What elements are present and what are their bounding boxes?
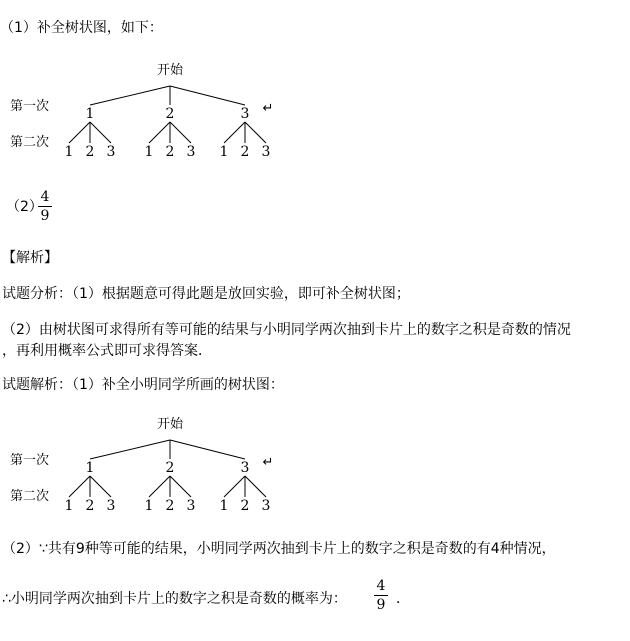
second-draw-3-2: 2	[240, 144, 250, 160]
branch-root-to-3	[170, 440, 245, 459]
second-draw-2-1: 1	[144, 144, 154, 160]
solution-fraction	[374, 578, 388, 613]
fraction-denominator: 9	[40, 208, 50, 224]
second-draw-2-1: 1	[144, 498, 154, 514]
branch-1-to-3	[90, 476, 111, 497]
solution-line-3-end: ．	[396, 591, 410, 607]
branch-3-to-1	[224, 476, 245, 497]
tree-diagram-1	[0, 60, 300, 165]
branch-2-to-1	[149, 476, 170, 497]
second-draw-1-1: 1	[64, 144, 74, 160]
analysis-line-1: 试题分析：（1）根据题意可得此题是放回实验，即可补全树状图；	[2, 286, 410, 302]
second-draw-1-3: 3	[106, 498, 116, 514]
first-draw-3: 3	[240, 106, 250, 122]
first-draw-1: 1	[85, 460, 95, 476]
second-draw-1-2: 2	[85, 144, 95, 160]
level-1-label: 第一次	[10, 453, 50, 468]
first-draw-1: 1	[85, 106, 95, 122]
second-draw-3-1: 1	[219, 144, 229, 160]
branch-1-to-1	[69, 476, 90, 497]
fraction-numerator: 4	[376, 578, 386, 594]
branch-3-to-3	[245, 122, 266, 143]
tree-diagram-2	[0, 414, 300, 519]
second-draw-3-3: 3	[261, 144, 271, 160]
return-mark-icon: ↵	[262, 101, 274, 116]
fraction-numerator: 4	[40, 189, 50, 205]
second-draw-2-2: 2	[165, 498, 175, 514]
level-2-label: 第二次	[10, 135, 50, 150]
solution-line-2: （2）∵共有9种等可能的结果，小明同学两次抽到卡片上的数字之积是奇数的有4种情况，	[2, 541, 556, 557]
level-1-label: 第一次	[10, 99, 50, 114]
return-mark-icon: ↵	[262, 455, 274, 470]
second-draw-3-2: 2	[240, 498, 250, 514]
branch-root-to-1	[90, 440, 170, 459]
branch-1-to-3	[90, 122, 111, 143]
first-draw-2: 2	[165, 460, 175, 476]
second-draw-1-3: 3	[106, 144, 116, 160]
tree-root-label: 开始	[156, 417, 184, 432]
second-draw-2-2: 2	[165, 144, 175, 160]
analysis-line-2: （2）由树状图可求得所有等可能的结果与小明同学两次抽到卡片上的数字之积是奇数的情况	[2, 322, 571, 338]
tree-root-label: 开始	[156, 63, 184, 78]
branch-3-to-1	[224, 122, 245, 143]
fraction-denominator: 9	[376, 597, 386, 613]
second-draw-3-3: 3	[261, 498, 271, 514]
solution-line-1: 试题解析：（1）补全小明同学所画的树状图：	[2, 377, 284, 393]
second-draw-1-2: 2	[85, 498, 95, 514]
second-draw-1-1: 1	[64, 498, 74, 514]
solution-line-3: ∴小明同学两次抽到卡片上的数字之积是奇数的概率为：	[2, 591, 347, 607]
branch-2-to-1	[149, 122, 170, 143]
part2-prefix: （2）	[6, 199, 43, 215]
analysis-heading: 【解析】	[2, 250, 58, 266]
part1-heading: （1）补全树状图，如下：	[0, 20, 163, 36]
second-draw-3-1: 1	[219, 498, 229, 514]
second-draw-2-3: 3	[186, 498, 196, 514]
branch-root-to-3	[170, 86, 245, 105]
analysis-line-3: ，再利用概率公式即可求得答案．	[2, 343, 212, 359]
branch-root-to-1	[90, 86, 170, 105]
first-draw-2: 2	[165, 106, 175, 122]
level-2-label: 第二次	[10, 489, 50, 504]
second-draw-2-3: 3	[186, 144, 196, 160]
branch-1-to-1	[69, 122, 90, 143]
fraction-bar	[38, 206, 52, 207]
branch-2-to-3	[170, 476, 191, 497]
first-draw-3: 3	[240, 460, 250, 476]
branch-3-to-3	[245, 476, 266, 497]
fraction-bar	[374, 595, 388, 596]
part2-fraction	[38, 189, 52, 224]
branch-2-to-3	[170, 122, 191, 143]
